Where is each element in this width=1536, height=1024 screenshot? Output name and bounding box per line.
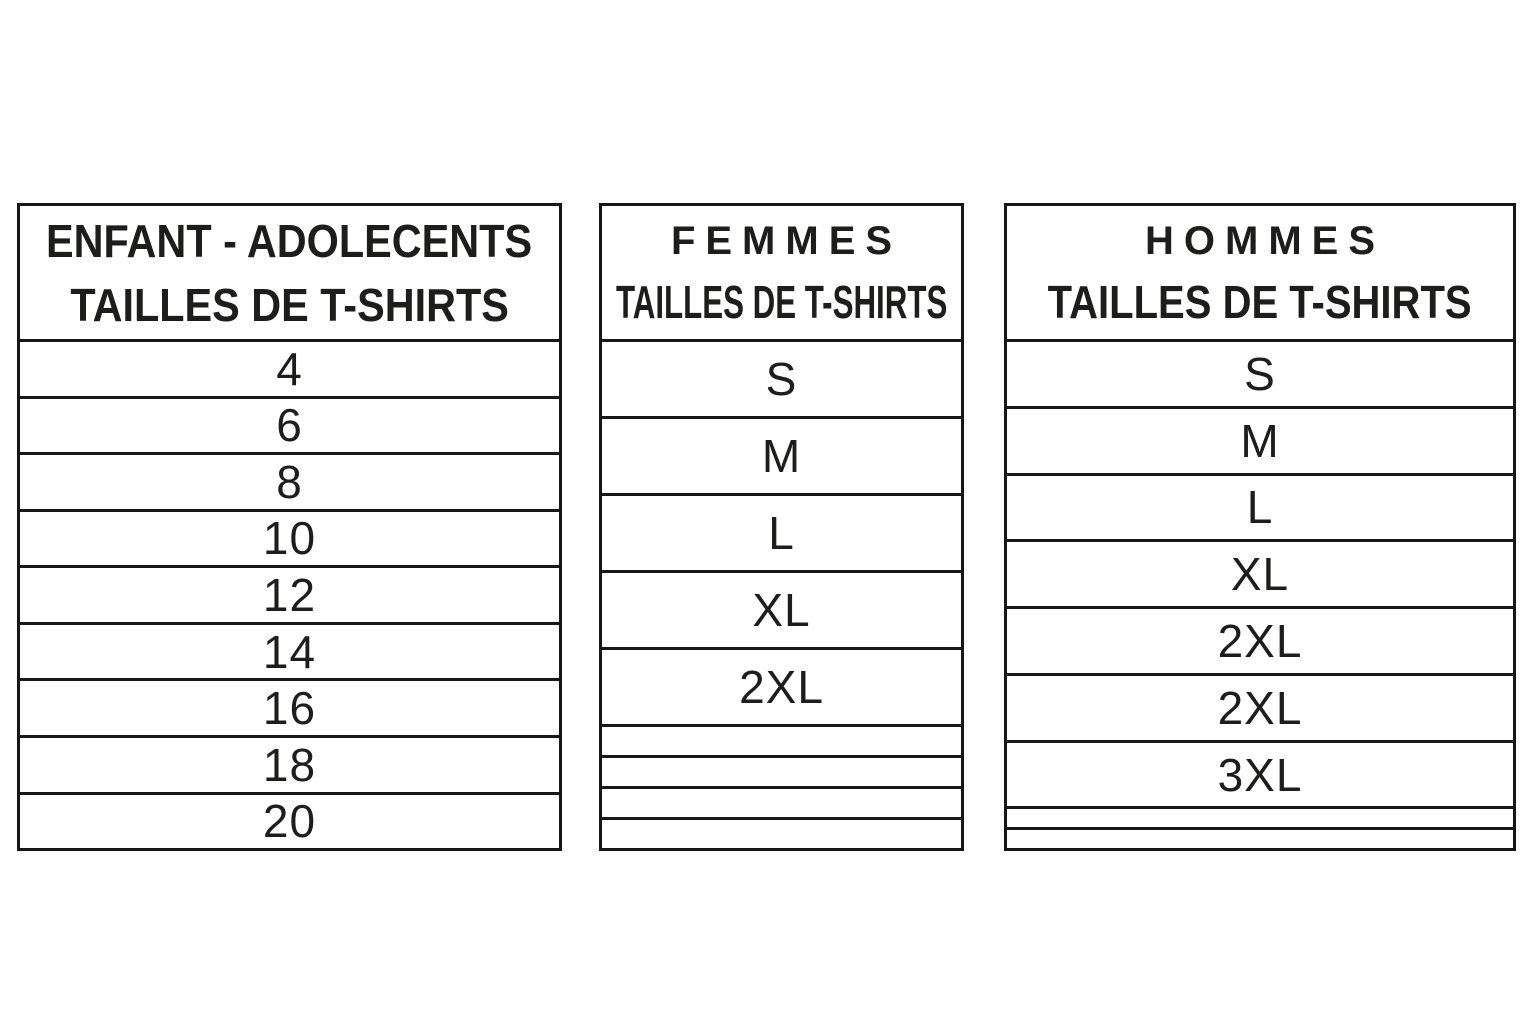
size-value: 12 — [262, 569, 317, 622]
size-value: S — [765, 353, 798, 405]
size-value: M — [761, 430, 802, 482]
size-table-enfant-adolescents — [17, 203, 562, 851]
table-row — [602, 416, 961, 493]
table-title: ENFANT - ADOLECENTS — [46, 214, 533, 267]
size-value: 3XL — [1217, 748, 1303, 801]
table-row — [602, 570, 961, 647]
table-row — [602, 786, 961, 817]
table-header — [602, 206, 961, 339]
table-header — [1007, 206, 1513, 339]
size-value: M — [1240, 414, 1280, 467]
table-row — [1007, 827, 1513, 848]
size-value: 10 — [262, 512, 317, 565]
table-row — [1007, 339, 1513, 406]
table-row — [20, 792, 559, 849]
size-value: 2XL — [1217, 681, 1303, 734]
table-row — [20, 339, 559, 396]
table-row — [602, 817, 961, 848]
table-title: HOMMES — [1145, 218, 1385, 263]
size-value: L — [768, 507, 795, 559]
size-value: XL — [1230, 548, 1290, 601]
table-row — [602, 647, 961, 724]
size-value: S — [1244, 347, 1276, 400]
table-row — [602, 724, 961, 755]
size-value: XL — [752, 584, 811, 636]
table-row — [1007, 473, 1513, 540]
size-value: 2XL — [739, 661, 824, 713]
table-row — [1007, 673, 1513, 740]
size-value: 2XL — [1217, 615, 1303, 668]
table-subtitle: TAILLES DE T-SHIRTS — [615, 275, 948, 328]
table-row — [20, 565, 559, 622]
table-row — [20, 509, 559, 566]
table-row — [1007, 406, 1513, 473]
size-value: 16 — [262, 682, 317, 735]
size-value: L — [1246, 481, 1274, 534]
table-row — [20, 396, 559, 453]
table-row — [1007, 539, 1513, 606]
size-value: 4 — [276, 342, 303, 395]
table-row — [1007, 740, 1513, 807]
table-row — [20, 622, 559, 679]
size-value: 8 — [276, 455, 303, 508]
size-value: 14 — [262, 625, 317, 678]
table-row — [1007, 806, 1513, 827]
size-table-hommes — [1004, 203, 1516, 851]
table-row — [1007, 606, 1513, 673]
table-row — [20, 735, 559, 792]
table-row — [20, 678, 559, 735]
table-subtitle: TAILLES DE T-SHIRTS — [70, 278, 509, 331]
table-subtitle: TAILLES DE T-SHIRTS — [1048, 275, 1472, 328]
table-row — [602, 755, 961, 786]
table-row — [602, 339, 961, 416]
table-row — [20, 452, 559, 509]
size-value: 6 — [276, 399, 303, 452]
size-value: 20 — [262, 795, 317, 848]
table-title: FEMMES — [670, 218, 903, 263]
table-header — [20, 206, 559, 339]
size-table-femmes — [599, 203, 964, 851]
table-row — [602, 493, 961, 570]
size-value: 18 — [262, 738, 317, 791]
